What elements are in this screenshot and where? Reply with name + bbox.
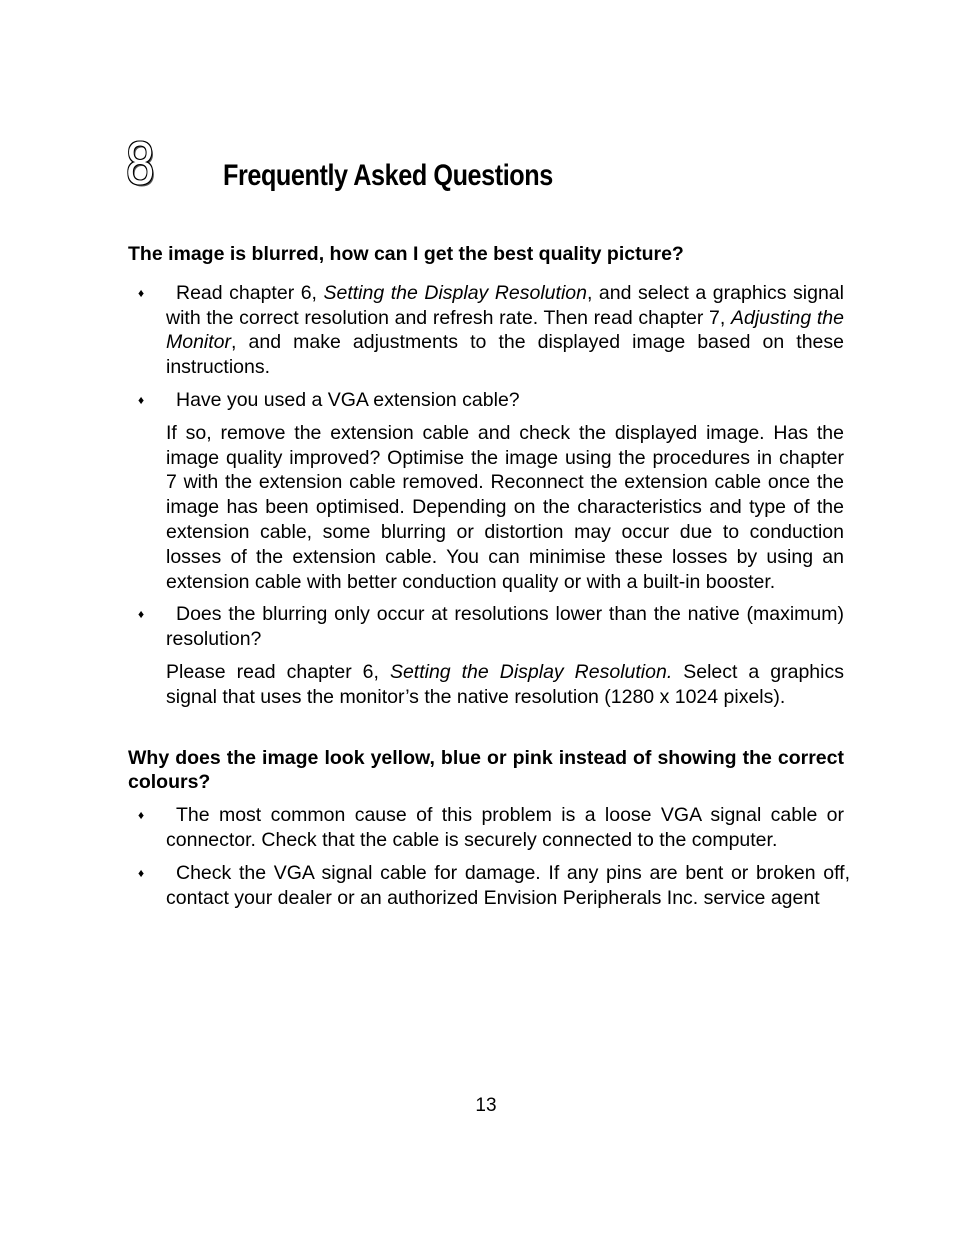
question-wrong-colours: Why does the image look yellow, blue or pink instead of showing the correct colours? [128, 746, 844, 794]
answer-detail: Please read chapter 6, Setting the Display Resolution. Select a graphics signal that uses the monitor’s the native resolution (1280 x 1024 pixels). [166, 660, 844, 708]
chapter-title: Frequently Asked Questions [223, 159, 553, 192]
chapter-number: 8 [126, 130, 155, 197]
list-item [128, 388, 844, 594]
list-item [128, 861, 850, 911]
question-blurred-image: The image is blurred, how can I get the best quality picture? [128, 243, 684, 265]
diamond-bullet-icon: ♦ [138, 392, 145, 407]
faq-content [128, 242, 850, 918]
list-item [128, 602, 844, 709]
list-item [128, 281, 844, 380]
diamond-bullet-icon: ♦ [138, 865, 145, 880]
answer-list-blurred [128, 281, 844, 710]
answer-detail: If so, remove the extension cable and check the displayed image. Has the image quality improved? Optimise the image using the procedures in chapter 7 with the extension cable removed. Reconnect the extension cable once the image has been optimised. Depending on the characteristics and type of the extension cable, some blurring or distortion may occur due to conduction losses of the extension cable. You can minimise these losses by using an extension cable with better conduction quality or with a built-in booster. [166, 421, 844, 593]
answer-text: The most common cause of this problem is a loose VGA signal cable or connector. Check that the cable is securely connected to the computer. [166, 804, 844, 851]
answer-text: Check the VGA signal cable for damage. If any pins are bent or broken off, contact your dealer or an authorized Envision Peripherals Inc. service agent [166, 861, 850, 909]
answer-text: Does the blurring only occur at resolutions lower than the native (maximum) resolution? [166, 603, 844, 651]
answer-text: Read chapter 6, Setting the Display Resolution, and select a graphics signal with the correct resolution and refresh rate. Then read chapter 7, Adjusting the Monitor, and make adjustments to the displayed image based on these instructions. [166, 281, 844, 379]
diamond-bullet-icon: ♦ [138, 607, 145, 622]
answer-text: Have you used a VGA extension cable? [176, 388, 520, 411]
diamond-bullet-icon: ♦ [138, 808, 145, 823]
answer-list-colours [128, 803, 850, 910]
page-number: 13 [475, 1095, 497, 1116]
diamond-bullet-icon: ♦ [138, 285, 145, 300]
list-item [128, 803, 844, 853]
